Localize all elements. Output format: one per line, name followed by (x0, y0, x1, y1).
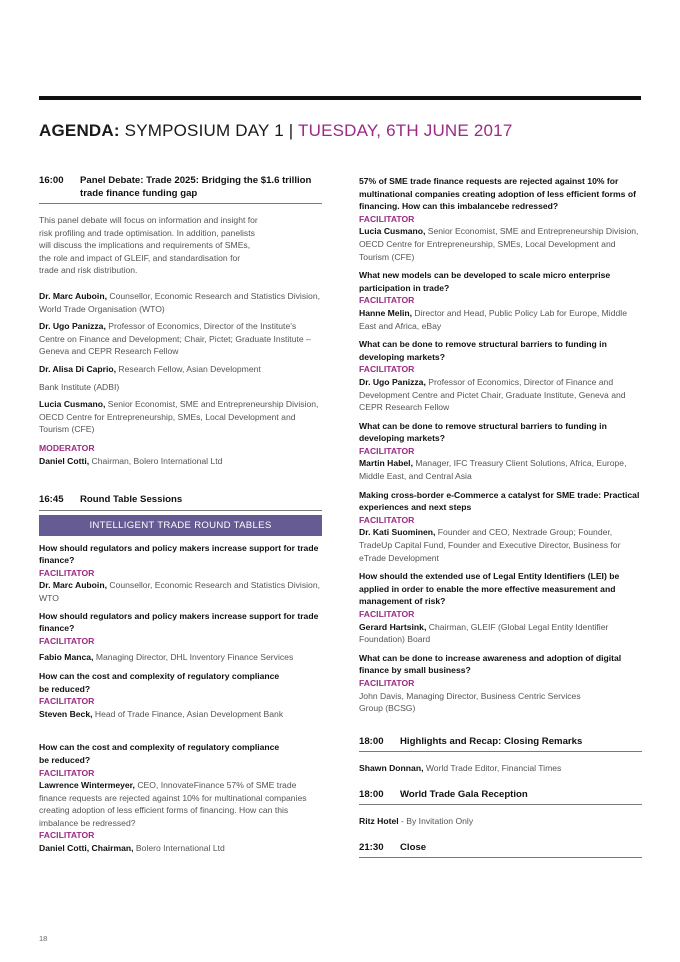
table-question: How should regulators and policy makers increase support for trade finance? (39, 610, 319, 634)
facilitator-name: Martin Habel, (359, 458, 413, 469)
panelist-role: Bank Institute (ADBI) (39, 381, 120, 392)
facilitator-role: Director and Head, Public Policy Lab for Europe, Middle East and Africa, eBay (359, 307, 627, 331)
facilitator-role: Founder and CEO, Nextrade Group; Founder, TradeUp Capital Fund, Founder and Executive Director, Business for eTrade Development (359, 527, 621, 563)
intro-line: the role and impact of GLEIF, and standardisation for (39, 252, 241, 263)
session-time: 18:00 (359, 735, 384, 747)
moderator-role: Chairman, Bolero International Ltd (89, 455, 223, 466)
agenda-date: TUESDAY, 6TH JUNE 2017 (293, 121, 513, 140)
speaker-name: Shawn Donnan, (359, 763, 424, 774)
venue-name: Ritz Hotel (359, 816, 399, 827)
divider (39, 203, 322, 204)
session-time: 16:00 (39, 175, 64, 186)
right-column (359, 175, 642, 858)
panelist-role: Professor of Economics, Director of the Institute's Centre on Finance and Development; Chair, Pictet; Graduate Institute – Geneva and CEPR Research Fellow (39, 321, 311, 357)
facilitator-role: Bolero International Ltd (133, 843, 225, 854)
panelist-name: Dr. Ugo Panizza, (39, 321, 106, 332)
table-question: What can be done to remove structural barriers to funding in developing markets? (359, 339, 607, 362)
facilitator-role: Chairman, GLEIF (Global Legal Entity Identifier Foundation) Board (359, 621, 609, 645)
facilitator-label: FACILITATOR (359, 364, 415, 375)
table-question: How can the cost and complexity of regulatory compliance (39, 670, 280, 681)
table-question: 57% of SME trade finance requests are rejected against 10% for multinational companies creating adoption of less efficient forms of financing. How can this imbalancebe redressed? (359, 176, 636, 212)
facilitator-label: FACILITATOR (359, 514, 415, 525)
facilitator-label: FACILITATOR (39, 696, 95, 707)
facilitator-name: Dr. Ugo Panizza, (359, 376, 426, 387)
panelist (39, 398, 322, 436)
moderator-label: MODERATOR (39, 442, 95, 453)
facilitator-label: FACILITATOR (359, 445, 415, 456)
facilitator-label: FACILITATOR (39, 767, 95, 778)
session-title: Highlights and Recap: Closing Remarks (400, 735, 583, 747)
session-round-table (39, 494, 322, 507)
facilitator-role: Managing Director, DHL Inventory Finance Services (93, 652, 294, 663)
session-panel-debate (39, 175, 322, 200)
intro-line: This panel debate will focus on information and insight for (39, 215, 258, 225)
table-question: be reduced? (39, 754, 91, 765)
facilitator (359, 621, 642, 646)
facilitator (39, 779, 322, 829)
table-question: What can be done to increase awareness and adoption of digital finance by small business? (359, 652, 622, 676)
intro-line: risk profiling and trade optimisation. In addition, panelists (39, 227, 255, 238)
panelist-role: Senior Economist, SME and Entrepreneurship Division, OECD Centre for Entrepreneurship, SMEs, Local Development and Tourism (CFE) (39, 399, 319, 435)
facilitator (39, 842, 322, 855)
venue-note: - By Invitation Only (398, 816, 474, 827)
panelist (39, 290, 322, 315)
facilitator-name: Fabio Manca, (39, 652, 94, 663)
divider (359, 857, 642, 858)
facilitator-label: FACILITATOR (39, 567, 95, 578)
table-question: How should the extended use of Legal Entity Identifiers (LEI) be applied in order to enable the more effective measurement and management of risk? (359, 571, 620, 607)
session-time: 16:45 (39, 494, 64, 506)
session-time: 18:00 (359, 788, 384, 800)
moderator-name: Daniel Cotti, (39, 455, 90, 466)
facilitator-label: FACILITATOR (359, 295, 415, 306)
facilitator-name: Steven Beck, (39, 708, 93, 719)
facilitator-name: Hanne Melin, (359, 307, 413, 318)
session-title: Panel Debate: Trade 2025: Bridging the $1.6 trillion trade finance funding gap (80, 175, 312, 199)
panelist-role: Research Fellow, Asian Development (116, 363, 261, 374)
facilitator (39, 708, 322, 721)
facilitator-name: Dr. Marc Auboin, (39, 580, 107, 591)
panelist-name: Lucia Cusmano, (39, 399, 106, 410)
panelist (39, 320, 322, 358)
intro-line: will discuss the implications and requirements of SMEs, (39, 240, 251, 251)
table-question: How can the cost and complexity of regulatory compliance (39, 742, 280, 753)
table-question: Making cross-border e-Commerce a catalyst for SME trade: Practical experiences and next steps (359, 489, 640, 513)
agenda-title: SYMPOSIUM DAY 1 (119, 121, 289, 140)
venue (359, 815, 642, 828)
facilitator-role: CEO, InnovateFinance 57% of SME trade finance requests are rejected against 10% for multinational companies creating adoption of less efficient forms of financing. How can this imbalance be redressed? (39, 780, 307, 828)
session-close (359, 842, 642, 855)
title-separator: | (288, 121, 294, 140)
panelist (39, 363, 322, 376)
divider (359, 804, 642, 805)
facilitator-name: Gerard Hartsink, (359, 621, 427, 632)
session-closing-remarks (359, 736, 642, 749)
moderator (39, 455, 322, 468)
agenda-label: AGENDA: (39, 121, 120, 140)
table-question: How should regulators and policy makers increase support for trade finance? (39, 542, 319, 566)
facilitator-role: John Davis, Managing Director, Business Centric Services (359, 690, 581, 701)
panel-intro (39, 214, 322, 277)
facilitator-label: FACILITATOR (359, 609, 415, 619)
session-time: 21:30 (359, 841, 384, 853)
panelist-role: Counsellor, Economic Research and Statistics Division, World Trade Organisation (WTO) (39, 290, 320, 314)
panelist-name: Dr. Alisa Di Caprio, (39, 363, 117, 374)
facilitator-name: Lucia Cusmano, (359, 226, 426, 237)
facilitator (359, 376, 642, 414)
facilitator-name: Dr. Kati Suominen, (359, 527, 436, 538)
facilitator-label: FACILITATOR (359, 213, 415, 224)
facilitator-name: Daniel Cotti, Chairman, (39, 843, 134, 854)
page-number: 18 (39, 934, 48, 943)
session-title: Close (400, 841, 427, 853)
facilitator-role: Counsellor, Economic Research and Statistics Division, WTO (39, 580, 320, 603)
divider (359, 751, 642, 752)
table-question: What new models can be developed to scale micro enterprise participation in trade? (359, 270, 611, 293)
facilitator-role: Group (BCSG) (359, 703, 416, 714)
top-rule (39, 96, 641, 100)
divider (39, 510, 322, 511)
facilitator-role: Professor of Economics, Director of Finance and Development Centre and Pictet Chair, Graduate Institute, Geneva and CEPR Research Fellow (359, 376, 626, 413)
facilitator (39, 651, 322, 664)
facilitator-role: Senior Economist, SME and Entrepreneurship Division, OECD Centre for Entrepreneurship, SMEs, Local Development and Tourism (CFE) (359, 226, 639, 262)
facilitator-label: FACILITATOR (39, 830, 95, 841)
session-gala-reception (359, 789, 642, 802)
facilitator-label: FACILITATOR (39, 635, 95, 646)
table-question: What can be done to remove structural barriers to funding in developing markets? (359, 420, 607, 444)
session-title: World Trade Gala Reception (400, 788, 528, 800)
facilitator-role: Manager, IFC Treasury Client Solutions, Africa, Europe, Middle East, and Central Asia (359, 458, 627, 482)
facilitator-label: FACILITATOR (359, 677, 415, 688)
facilitator (359, 457, 642, 482)
facilitator-role: Head of Trade Finance, Asian Development Bank (92, 708, 284, 719)
table-question: be reduced? (39, 683, 91, 694)
facilitator (359, 225, 642, 263)
left-column (39, 175, 322, 855)
facilitator (359, 307, 642, 332)
round-tables-banner: INTELLIGENT TRADE ROUND TABLES (39, 515, 322, 536)
intro-line: trade and risk distribution. (39, 265, 138, 276)
speaker (359, 762, 642, 775)
facilitator-name: Lawrence Wintermeyer, (39, 780, 135, 791)
facilitator (359, 526, 642, 564)
facilitator (39, 579, 322, 604)
panelist-name: Dr. Marc Auboin, (39, 290, 107, 301)
session-title: Round Table Sessions (80, 494, 183, 506)
speaker-role: World Trade Editor, Financial Times (423, 763, 562, 774)
page-title (39, 121, 512, 141)
